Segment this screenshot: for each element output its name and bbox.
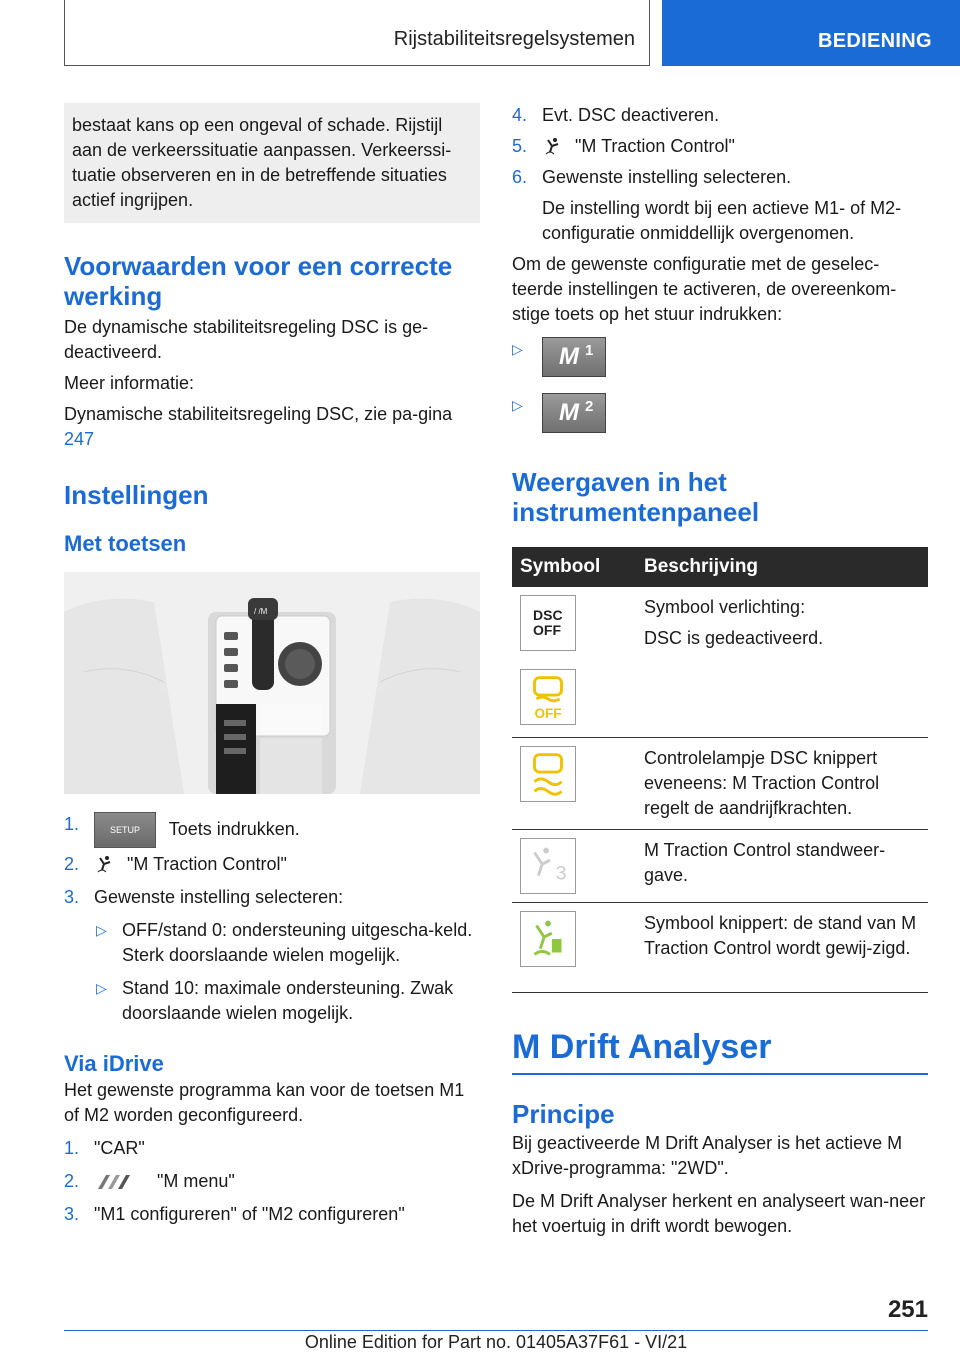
conditions-paragraph: De dynamische stabiliteitsregeling DSC is ge-deactiveerd. bbox=[64, 317, 429, 362]
description-line: DSC is gedeactiveerd. bbox=[644, 628, 824, 648]
key-item-m1 bbox=[512, 337, 928, 379]
header-box bbox=[64, 0, 650, 66]
symbol-cell bbox=[512, 829, 636, 902]
list-number: 2. bbox=[64, 1171, 80, 1191]
symbol-cell bbox=[512, 902, 636, 992]
console-illustration bbox=[64, 572, 480, 794]
bullet-text: OFF/stand 0: ondersteuning uitgescha-keld. Sterk doorslaande wielen mogelijk. bbox=[122, 920, 473, 965]
traction-icon bbox=[542, 136, 564, 158]
activate-paragraph: Om de gewenste configuratie met de geselec-teerde instellingen te activeren, de overeenkom-stige toets op het stuur indrukken: bbox=[512, 254, 897, 324]
off-text: OFF bbox=[534, 706, 562, 722]
table-row bbox=[512, 902, 928, 992]
warning-note: bestaat kans op een ongeval of schade. Rijstijl aan de verkeerssituatie aanpassen. Verkeerssi-tuatie observeren en in de betreffende situaties actief ingrijpen. bbox=[64, 103, 480, 223]
list-item bbox=[64, 1136, 480, 1161]
triangle-bullet-icon: ▷ bbox=[512, 397, 523, 413]
dsc-off-label: DSC OFF bbox=[533, 607, 563, 638]
m1-key-icon bbox=[542, 337, 606, 377]
page-link-247[interactable]: 247 bbox=[64, 429, 95, 449]
list-item bbox=[64, 1169, 480, 1194]
setup-button-icon: SETUP bbox=[94, 812, 156, 848]
m-key-superscript: 2 bbox=[585, 398, 594, 415]
svg-text:3: 3 bbox=[555, 863, 567, 884]
triangle-bullet-icon: ▷ bbox=[96, 980, 107, 996]
edition-text: Online Edition for Part no. 01405A37F61 - VI/21 bbox=[304, 1332, 688, 1352]
list-text: Gewenste instelling selecteren: bbox=[94, 887, 344, 907]
description-line: Controlelampje DSC knippert eveneens: M Traction Control regelt de aandrijfkrachten. bbox=[644, 747, 880, 818]
list-item bbox=[64, 852, 480, 877]
m-key-letter: M bbox=[559, 343, 579, 370]
description-cell bbox=[636, 902, 928, 992]
list-text: "M1 configureren" of "M2 configureren" bbox=[94, 1204, 405, 1224]
list-number: 3. bbox=[64, 1204, 80, 1224]
list-text: "M Traction Control" bbox=[575, 136, 735, 156]
key-item-m2 bbox=[512, 393, 928, 435]
footer-divider bbox=[64, 1330, 928, 1331]
section-title: Rijstabiliteitsregelsystemen bbox=[393, 28, 635, 50]
bullet-text: Stand 10: maximale ondersteuning. Zwak doorslaande wielen mogelijk. bbox=[122, 978, 454, 1023]
chapter-tab[interactable] bbox=[662, 0, 960, 66]
table-row bbox=[512, 587, 928, 737]
list-number: 4. bbox=[512, 105, 528, 125]
list-number: 5. bbox=[512, 136, 528, 156]
list-number: 1. bbox=[64, 1138, 80, 1158]
svg-text:/ /M: / /M bbox=[254, 607, 268, 616]
list-item bbox=[64, 812, 480, 848]
heading-underline bbox=[512, 1073, 928, 1075]
center-console-photo bbox=[64, 572, 480, 794]
heading-principle: Principe bbox=[512, 1098, 615, 1129]
right-column bbox=[512, 103, 928, 1239]
description-line: M Traction Control standweer-gave. bbox=[644, 839, 886, 885]
list-text: Toets indrukken. bbox=[168, 818, 300, 839]
description-cell bbox=[636, 737, 928, 829]
list-text: Evt. DSC deactiveren. bbox=[542, 105, 720, 125]
column-header-symbol: Symbool bbox=[512, 547, 636, 587]
list-number: 3. bbox=[64, 887, 80, 907]
column-header-description: Beschrijving bbox=[636, 547, 928, 587]
table-row bbox=[512, 829, 928, 902]
dsc-flashing-icon bbox=[520, 746, 576, 802]
symbol-cell bbox=[512, 737, 636, 829]
left-column bbox=[64, 103, 480, 1227]
principle-paragraph-1: Bij geactiveerde M Drift Analyser is het actieve M xDrive-programma: "2WD". bbox=[512, 1132, 903, 1178]
m-key-superscript: 1 bbox=[585, 342, 594, 359]
list-item bbox=[512, 165, 928, 190]
step6-subtext: De instelling wordt bij een actieve M1- of M2-configuratie onmiddellijk overgenomen. bbox=[542, 198, 902, 243]
triangle-bullet-icon: ▷ bbox=[96, 922, 107, 938]
dsc-off-icon bbox=[520, 595, 576, 651]
symbol-cell bbox=[512, 587, 636, 737]
traction-setting-icon bbox=[520, 911, 576, 967]
list-number: 1. bbox=[64, 814, 80, 834]
m-key-letter: M bbox=[559, 399, 579, 426]
cross-reference-text: Dynamische stabiliteitsregeling DSC, zie pa-gina bbox=[64, 404, 453, 424]
bullet-item bbox=[64, 976, 480, 1026]
page-number: 251 bbox=[887, 1296, 928, 1323]
traction-standby-icon bbox=[520, 838, 576, 894]
list-item bbox=[64, 885, 480, 910]
m-menu-icon bbox=[94, 1173, 144, 1191]
list-text: "M Traction Control" bbox=[127, 854, 287, 874]
heading-displays: Weergaven in het instrumentenpaneel bbox=[512, 467, 760, 527]
idrive-steps-list bbox=[64, 1136, 480, 1227]
list-text: "CAR" bbox=[94, 1138, 145, 1158]
description-line: Symbool verlichting: bbox=[644, 597, 806, 617]
table-row bbox=[512, 737, 928, 829]
heading-with-buttons: Met toetsen bbox=[64, 531, 187, 556]
continued-steps-list bbox=[512, 103, 928, 246]
table-header-row bbox=[512, 547, 928, 587]
more-info-label: Meer informatie: bbox=[64, 373, 195, 393]
description-line: Symbool knippert: de stand van M Traction Control wordt gewij-zigd. bbox=[644, 912, 917, 958]
heading-via-idrive: Via iDrive bbox=[64, 1051, 164, 1076]
list-item bbox=[512, 134, 928, 159]
traction-off-icon bbox=[520, 669, 576, 725]
traction-icon bbox=[94, 854, 116, 876]
m2-key-icon bbox=[542, 393, 606, 433]
list-item bbox=[512, 103, 928, 128]
cross-reference bbox=[64, 402, 480, 452]
triangle-bullet-icon: ▷ bbox=[512, 341, 523, 357]
heading-drift-analyser: M Drift Analyser bbox=[512, 1027, 772, 1066]
list-item bbox=[64, 1202, 480, 1227]
list-number: 6. bbox=[512, 167, 528, 187]
heading-conditions: Voorwaarden voor een correcte werking bbox=[64, 251, 453, 311]
description-cell bbox=[636, 587, 928, 737]
button-steps-list bbox=[64, 812, 480, 1026]
list-number: 2. bbox=[64, 854, 80, 874]
list-text: Gewenste instelling selecteren. bbox=[542, 167, 792, 187]
symbol-table bbox=[512, 547, 928, 993]
idrive-paragraph: Het gewenste programma kan voor de toetsen M1 of M2 worden geconfigureerd. bbox=[64, 1080, 465, 1125]
description-cell bbox=[636, 829, 928, 902]
chapter-tab-label: BEDIENING bbox=[818, 30, 932, 52]
bullet-item bbox=[64, 918, 480, 968]
list-text: "M menu" bbox=[157, 1171, 235, 1191]
heading-settings: Instellingen bbox=[64, 480, 209, 510]
principle-paragraph-2: De M Drift Analyser herkent en analyseert wan-neer het voertuig in drift wordt bewogen. bbox=[512, 1190, 926, 1236]
